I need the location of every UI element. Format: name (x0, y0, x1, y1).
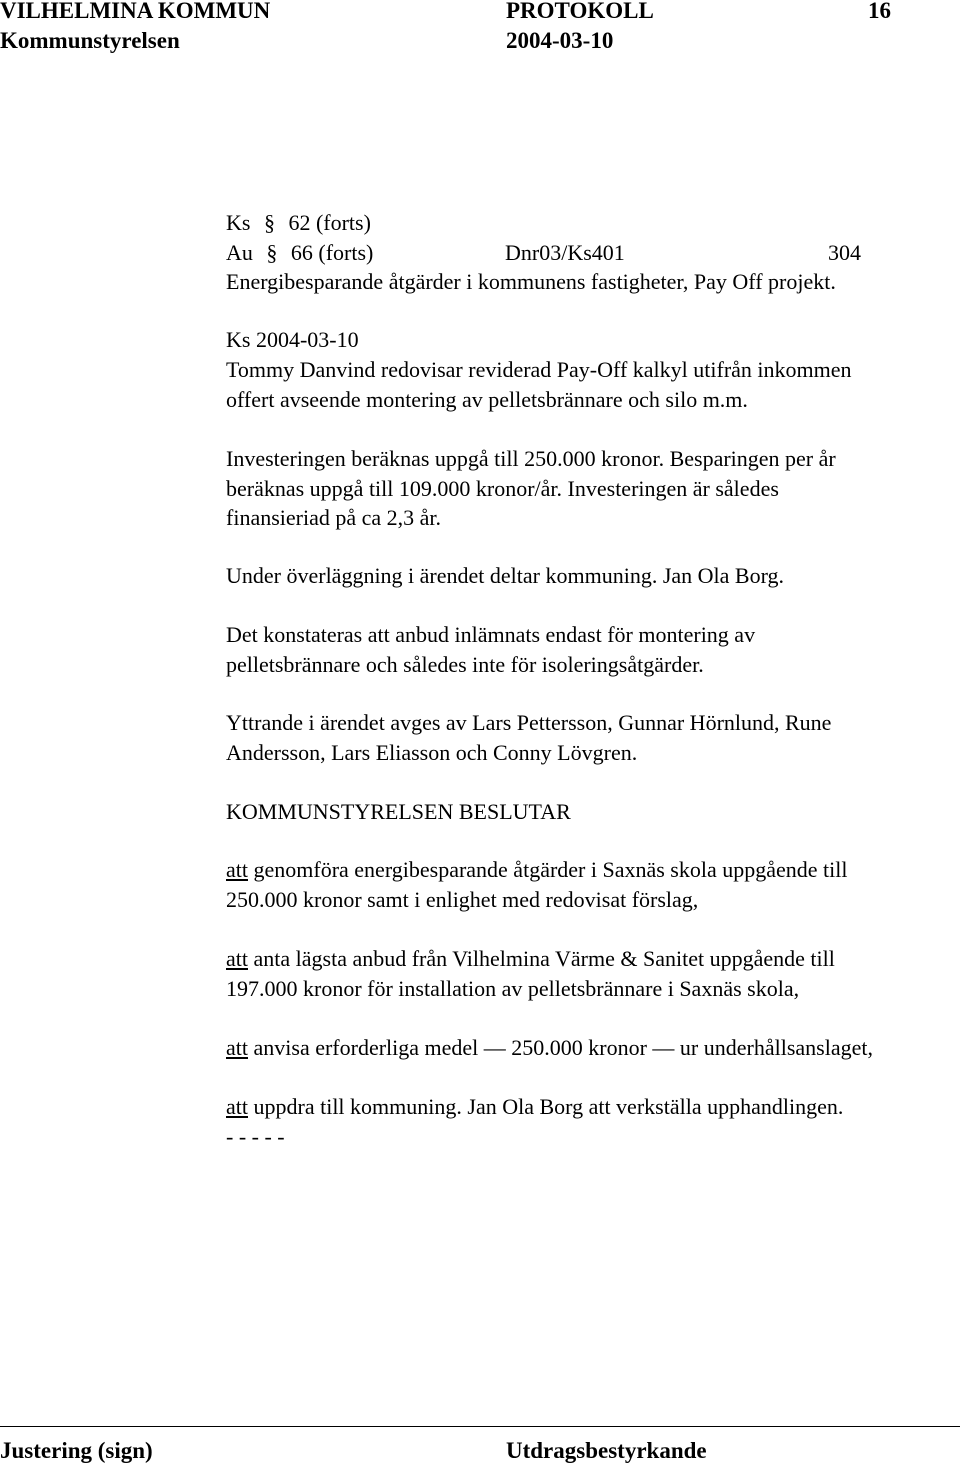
page-number: 16 (868, 0, 891, 23)
statements-line-2: Andersson, Lars Eliasson och Conny Lövgren. (226, 740, 638, 765)
report-line-2: offert avseende montering av pelletsbrännare och silo m.m. (226, 387, 748, 412)
au-section-ref (226, 240, 373, 266)
ks-section-ref (226, 210, 371, 236)
section-symbol: § (266, 240, 278, 265)
section-symbol: § (263, 210, 275, 235)
ks-label: Ks (226, 210, 251, 235)
committee-name: Kommunstyrelsen (0, 28, 180, 53)
footer-divider (0, 1426, 960, 1427)
case-title: Energibesparande åtgärder i kommunens fastigheter, Pay Off projekt. (226, 269, 836, 294)
municipality-name: VILHELMINA KOMMUN (0, 0, 271, 23)
decision-2-text: anta lägsta anbud från Vilhelmina Värme & Sanitet uppgående till (248, 946, 835, 971)
att-keyword: att (226, 1035, 248, 1060)
decision-3-line-1 (226, 1035, 873, 1061)
report-line-1: Tommy Danvind redovisar reviderad Pay-Off kalkyl utifrån inkommen (226, 357, 852, 382)
att-keyword: att (226, 1094, 248, 1119)
decision-4-line-1 (226, 1094, 843, 1120)
diary-number: Dnr03/Ks401 (505, 240, 625, 265)
att-keyword: att (226, 946, 248, 971)
decision-2-line-1 (226, 946, 835, 972)
footer-signature-label: Justering (sign) (0, 1438, 153, 1463)
decision-1-line-1 (226, 857, 848, 883)
document-type: PROTOKOLL (506, 0, 654, 23)
decision-heading: KOMMUNSTYRELSEN BESLUTAR (226, 799, 571, 824)
footer-certification-label: Utdragsbestyrkande (506, 1438, 707, 1463)
investment-line-1: Investeringen beräknas uppgå till 250.000 kronor. Besparingen per år (226, 446, 836, 471)
investment-line-2: beräknas uppgå till 109.000 kronor/år. Investeringen är således (226, 476, 779, 501)
end-marker: - - - - - (226, 1124, 285, 1149)
att-keyword: att (226, 857, 248, 882)
statements-line-1: Yttrande i ärendet avges av Lars Pettersson, Gunnar Hörnlund, Rune (226, 710, 832, 735)
decision-1-text: genomföra energibesparande åtgärder i Saxnäs skola uppgående till (248, 857, 848, 882)
meeting-date: 2004-03-10 (506, 28, 614, 53)
investment-line-3: finansieriad på ca 2,3 år. (226, 505, 442, 530)
deliberation-line: Under överläggning i ärendet deltar kommuning. Jan Ola Borg. (226, 563, 785, 588)
ks-section-number: 62 (forts) (288, 210, 371, 235)
au-section-number: 66 (forts) (290, 240, 374, 265)
noted-line-1: Det konstateras att anbud inlämnats endast för montering av (226, 622, 756, 647)
au-label: Au (226, 240, 253, 265)
decision-2-line-2: 197.000 kronor för installation av pelletsbrännare i Saxnäs skola, (226, 976, 800, 1001)
ks-date-line: Ks 2004-03-10 (226, 327, 359, 352)
noted-line-2: pelletsbrännare och således inte för isoleringsåtgärder. (226, 652, 704, 677)
decision-3-text: anvisa erforderliga medel — 250.000 kronor — ur underhållsanslaget, (248, 1035, 873, 1060)
archive-code: 304 (828, 240, 861, 265)
decision-1-line-2: 250.000 kronor samt i enlighet med redovisat förslag, (226, 887, 699, 912)
decision-4-text: uppdra till kommuning. Jan Ola Borg att verkställa upphandlingen. (248, 1094, 844, 1119)
